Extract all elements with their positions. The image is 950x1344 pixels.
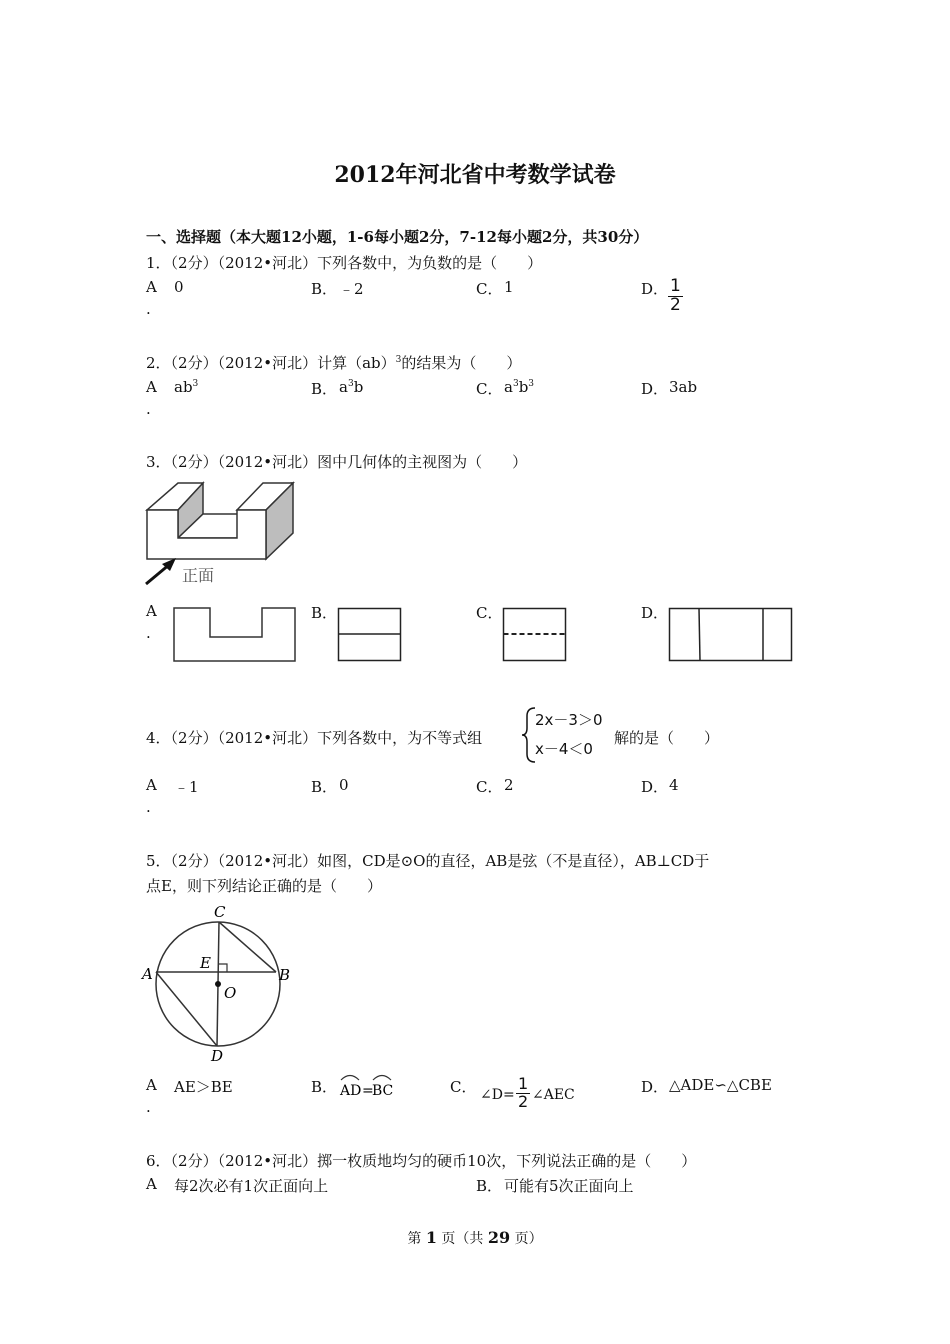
q5-b-arc-1: AD <box>340 1083 362 1099</box>
q5-option-d-label: D． <box>641 1078 669 1096</box>
q2-option-c-label: C． <box>476 380 503 398</box>
q1-option-a: 0 <box>174 278 184 296</box>
q4-option-b-label: B． <box>311 778 338 796</box>
q6-option-b-label: B． <box>476 1177 503 1195</box>
q5-b-arc-2: BC <box>372 1083 394 1099</box>
q4-option-c: 2 <box>504 776 514 794</box>
q2-b-post: b <box>353 378 364 396</box>
question-4-stem-post: 解的是（ ） <box>614 729 720 747</box>
footer-page-number: 1 <box>425 1228 437 1247</box>
q1-d-numerator: 1 <box>670 276 681 296</box>
q3-option-a-label: A <box>146 602 157 620</box>
question-3-stem: 3．（2分）（2012•河北）图中几何体的主视图为（ ） <box>146 453 528 471</box>
q2-stem-post: 的结果为（ ） <box>401 354 522 372</box>
q5-point-b: B <box>279 966 291 984</box>
q2-option-a <box>174 378 198 396</box>
q4-option-a-dot: . <box>146 798 151 816</box>
q3-option-b-label: B． <box>311 604 338 622</box>
footer-total-pages: 29 <box>487 1228 511 1247</box>
q3-option-a-figure <box>172 606 298 664</box>
q2-option-a-label: A <box>146 378 157 396</box>
footer-pre: 第 <box>407 1231 426 1247</box>
q1-option-d-label: D． <box>641 280 669 298</box>
q1-d-denominator: 2 <box>670 294 681 315</box>
q5-option-c-label: C． <box>450 1078 477 1096</box>
q5-b-equals: = <box>362 1083 374 1099</box>
q1-option-a-label: A <box>146 278 157 296</box>
q2-b-sup: 3 <box>347 379 354 389</box>
q4-inequality-1: 2x－3＞0 <box>535 711 603 729</box>
q1-option-c-label: C． <box>476 280 503 298</box>
q4-option-a-label: A <box>146 776 157 794</box>
q5-option-a-dot: . <box>146 1098 151 1116</box>
page-footer <box>0 1228 950 1248</box>
page-title: 2012年河北省中考数学试卷 <box>334 162 616 188</box>
q3-option-c-label: C． <box>476 604 503 622</box>
q1-option-d-fraction <box>668 278 683 315</box>
q3-option-d-figure <box>668 607 794 663</box>
q2-a-sup: 3 <box>192 379 199 389</box>
q2-option-c <box>504 378 534 396</box>
question-6-stem: 6．（2分）（2012•河北）掷一枚质地均匀的硬币10次，下列说法正确的是（ ） <box>146 1152 697 1170</box>
q3-option-d-label: D． <box>641 604 669 622</box>
q4-option-d: 4 <box>669 776 679 794</box>
q2-option-b-label: B． <box>311 380 338 398</box>
q5-option-b-arcs <box>337 1068 397 1100</box>
question-1-stem: 1．（2分）（2012•河北）下列各数中，为负数的是（ ） <box>146 254 543 272</box>
question-5-stem-line1: 5．（2分）（2012•河北）如图，CD是⊙O的直径，AB是弦（不是直径），AB⊥CD于 <box>146 852 710 870</box>
q5-point-e: E <box>200 954 211 972</box>
q5-point-o: O <box>224 984 237 1002</box>
q4-inequality-2: x－4＜0 <box>535 740 593 758</box>
q5-option-a-label: A <box>146 1076 157 1094</box>
q2-c-base: a <box>504 378 513 396</box>
section-heading: 一、选择题（本大题12小题，1-6每小题2分，7-12每小题2分，共30分） <box>146 228 649 246</box>
q5-option-b-label: B． <box>311 1078 338 1096</box>
q5-c-denominator: 2 <box>518 1091 529 1111</box>
q2-stem-pre: 2．（2分）（2012•河北）计算（ab） <box>146 354 396 372</box>
question-5-stem-line2: 点E，则下列结论正确的是（ ） <box>146 877 382 895</box>
q2-c-sup: 3 <box>512 379 519 389</box>
q2-b-base: a <box>339 378 348 396</box>
q4-option-b: 0 <box>339 776 349 794</box>
question-2-stem <box>146 352 521 373</box>
q5-option-d: △ADE∽△CBE <box>669 1076 772 1094</box>
q5-option-c-fraction <box>516 1076 530 1111</box>
question-4-stem-pre: 4．（2分）（2012•河北）下列各数中，为不等式组 <box>146 729 483 747</box>
footer-mid: 页（共 <box>436 1231 488 1247</box>
q2-stem-sup: 3 <box>395 355 402 365</box>
q3-solid-figure <box>140 478 310 590</box>
q4-option-d-label: D． <box>641 778 669 796</box>
q5-point-c: C <box>214 903 226 921</box>
q5-option-c-post: ∠AEC <box>532 1087 575 1103</box>
q3-option-a-dot: . <box>146 624 151 642</box>
q6-option-b: 可能有5次正面向上 <box>504 1177 634 1195</box>
q1-option-c: 1 <box>504 278 514 296</box>
q2-c-mid: b <box>518 378 529 396</box>
q4-option-c-label: C． <box>476 778 503 796</box>
q1-option-b: ﹣2 <box>339 280 364 298</box>
q2-option-b <box>339 378 363 396</box>
footer-post: 页） <box>510 1231 543 1247</box>
q3-option-b-figure <box>337 607 403 663</box>
q2-c-sup2: 3 <box>528 379 535 389</box>
q3-option-c-figure <box>502 607 568 663</box>
q3-front-label: 正面 <box>182 566 215 585</box>
q2-a-base: ab <box>174 378 193 396</box>
q5-c-numerator: 1 <box>518 1074 529 1093</box>
q5-circle-figure <box>140 900 300 1066</box>
q2-option-a-dot: . <box>146 400 151 418</box>
q2-option-d: 3ab <box>669 378 698 396</box>
q6-option-a: 每2次必有1次正面向上 <box>174 1177 329 1195</box>
q4-option-a: ﹣1 <box>174 778 199 796</box>
q5-option-a: AE＞BE <box>174 1078 233 1096</box>
q1-option-a-dot: . <box>146 300 151 318</box>
q1-option-b-label: B． <box>311 280 338 298</box>
q5-point-a: A <box>142 965 153 983</box>
q5-point-d: D <box>211 1047 224 1065</box>
q5-option-c-pre: ∠D= <box>480 1087 515 1103</box>
q2-option-d-label: D． <box>641 380 669 398</box>
q6-option-a-label: A <box>146 1175 157 1193</box>
